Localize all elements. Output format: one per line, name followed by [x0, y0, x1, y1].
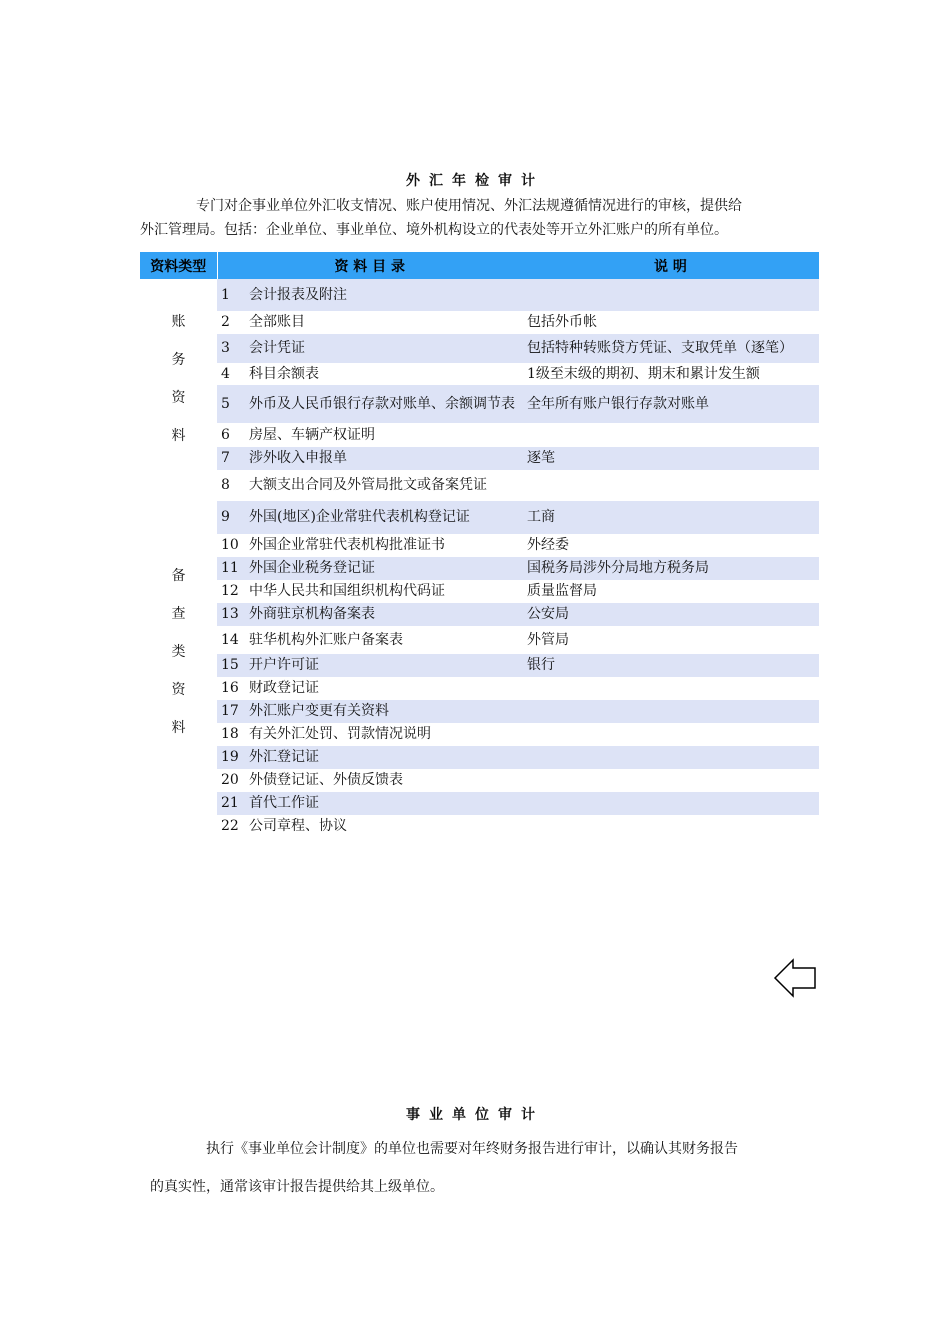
row-note: 包括特种转账贷方凭证、支取凭单（逐笔） — [522, 334, 819, 363]
category-char: 资 — [171, 682, 186, 698]
row-number: 14 — [221, 631, 239, 648]
row-number: 19 — [217, 746, 249, 769]
table-row — [140, 792, 819, 815]
row-item: 会计报表及附注 — [249, 279, 522, 311]
row-number: 18 — [221, 726, 239, 742]
row-note: 外经委 — [527, 537, 569, 553]
row-number: 8 — [221, 477, 230, 493]
row-number: 7 — [217, 447, 249, 470]
table-row — [140, 677, 819, 700]
table-row — [140, 423, 819, 447]
row-item: 全部账目 — [249, 314, 305, 330]
table-row — [140, 311, 819, 334]
row-note: 工商 — [522, 501, 819, 534]
row-item: 外商驻京机构备案表 — [249, 603, 522, 626]
row-item: 外国(地区)企业常驻代表机构登记证 — [249, 501, 522, 534]
row-item: 会计凭证 — [249, 334, 522, 363]
table-row — [140, 534, 819, 557]
category-char: 料 — [171, 428, 186, 444]
table-row — [140, 746, 819, 769]
row-note — [522, 677, 819, 700]
row-note: 全年所有账户银行存款对账单 — [522, 385, 819, 423]
section2-title: 事业单位审计 — [406, 1107, 544, 1123]
table-row — [140, 654, 819, 677]
category-cell — [140, 279, 217, 501]
header-catalog: 资 料 目 录 — [217, 252, 522, 279]
row-number: 11 — [217, 557, 249, 580]
row-item: 外国企业税务登记证 — [249, 557, 522, 580]
row-note — [522, 470, 819, 501]
row-note: 外管局 — [527, 631, 569, 648]
row-note: 公安局 — [522, 603, 819, 626]
table-row — [140, 363, 819, 385]
row-note — [522, 279, 819, 311]
table-row — [140, 626, 819, 654]
row-note — [522, 423, 819, 447]
header-type: 资料类型 — [140, 252, 217, 279]
row-note — [522, 769, 819, 792]
table-row — [140, 580, 819, 603]
category-char: 资 — [171, 390, 186, 406]
category-char: 类 — [171, 644, 186, 660]
row-item: 中华人民共和国组织机构代码证 — [249, 583, 445, 599]
row-note: 包括外币帐 — [527, 314, 597, 330]
category-char: 务 — [171, 352, 186, 368]
table-header-row — [140, 252, 819, 279]
row-note — [522, 746, 819, 769]
row-item: 科目余额表 — [249, 365, 319, 382]
row-item: 外债登记证、外债反馈表 — [249, 772, 403, 788]
section1-intro-line2: 外汇管理局。包括：企业单位、事业单位、境外机构设立的代表处等开立外汇账户的所有单位。 — [140, 222, 728, 238]
row-number: 20 — [221, 772, 239, 788]
row-item: 首代工作证 — [249, 792, 522, 815]
category-char: 查 — [171, 606, 186, 622]
row-number: 12 — [221, 583, 239, 599]
row-note — [522, 792, 819, 815]
table-row — [140, 470, 819, 501]
row-item: 驻华机构外汇账户备案表 — [249, 631, 403, 648]
table-row — [140, 815, 819, 838]
row-note — [522, 723, 819, 746]
row-number: 6 — [221, 426, 230, 443]
row-item: 外国企业常驻代表机构批准证书 — [249, 537, 445, 553]
category-char: 账 — [171, 314, 186, 330]
row-number: 9 — [217, 501, 249, 534]
table-row — [140, 603, 819, 626]
section2-line1: 执行《事业单位会计制度》的单位也需要对年终财务报告进行审计，以确认其财务报告 — [206, 1141, 738, 1157]
row-number: 1 — [217, 279, 249, 311]
row-number: 5 — [217, 385, 249, 423]
category-char: 料 — [171, 720, 186, 736]
row-item: 涉外收入申报单 — [249, 447, 522, 470]
audit-materials-table — [140, 252, 819, 838]
category-char: 备 — [171, 568, 186, 584]
category-cell — [140, 501, 217, 838]
row-item: 外汇账户变更有关资料 — [249, 700, 522, 723]
table-row — [140, 334, 819, 363]
row-note: 银行 — [522, 654, 819, 677]
section1-title: 外汇年检审计 — [406, 173, 544, 189]
row-number: 10 — [221, 537, 239, 553]
left-arrow-icon[interactable] — [773, 958, 817, 998]
row-item: 大额支出合同及外管局批文或备案凭证 — [249, 477, 487, 493]
section2-line2: 的真实性，通常该审计报告提供给其上级单位。 — [150, 1179, 444, 1195]
table-row — [140, 723, 819, 746]
row-note: 质量监督局 — [527, 583, 597, 599]
row-note — [522, 815, 819, 838]
row-number: 2 — [221, 314, 230, 330]
header-note: 说 明 — [522, 252, 819, 279]
row-number: 21 — [217, 792, 249, 815]
row-note: 国税务局涉外分局地方税务局 — [522, 557, 819, 580]
table-row — [140, 557, 819, 580]
row-number: 16 — [221, 680, 239, 696]
table-row — [140, 447, 819, 470]
row-number: 15 — [217, 654, 249, 677]
row-item: 外汇登记证 — [249, 746, 522, 769]
row-note — [522, 700, 819, 723]
table-row — [140, 769, 819, 792]
row-note: 逐笔 — [522, 447, 819, 470]
row-item: 房屋、车辆产权证明 — [249, 426, 375, 443]
row-number: 13 — [217, 603, 249, 626]
row-item: 财政登记证 — [249, 680, 319, 696]
row-number: 22 — [221, 818, 239, 834]
table-row — [140, 501, 819, 534]
row-number: 4 — [221, 365, 230, 382]
table-row — [140, 385, 819, 423]
row-item: 外币及人民币银行存款对账单、余额调节表 — [249, 385, 522, 423]
row-item: 公司章程、协议 — [249, 818, 347, 834]
section1-intro-line1: 专门对企事业单位外汇收支情况、账户使用情况、外汇法规遵循情况进行的审核，提供给 — [196, 198, 742, 214]
row-number: 3 — [217, 334, 249, 363]
row-item: 开户许可证 — [249, 654, 522, 677]
table-row — [140, 279, 819, 311]
row-item: 有关外汇处罚、罚款情况说明 — [249, 726, 431, 742]
row-number: 17 — [217, 700, 249, 723]
table-row — [140, 700, 819, 723]
row-note: 1级至末级的期初、期末和累计发生额 — [527, 365, 760, 382]
